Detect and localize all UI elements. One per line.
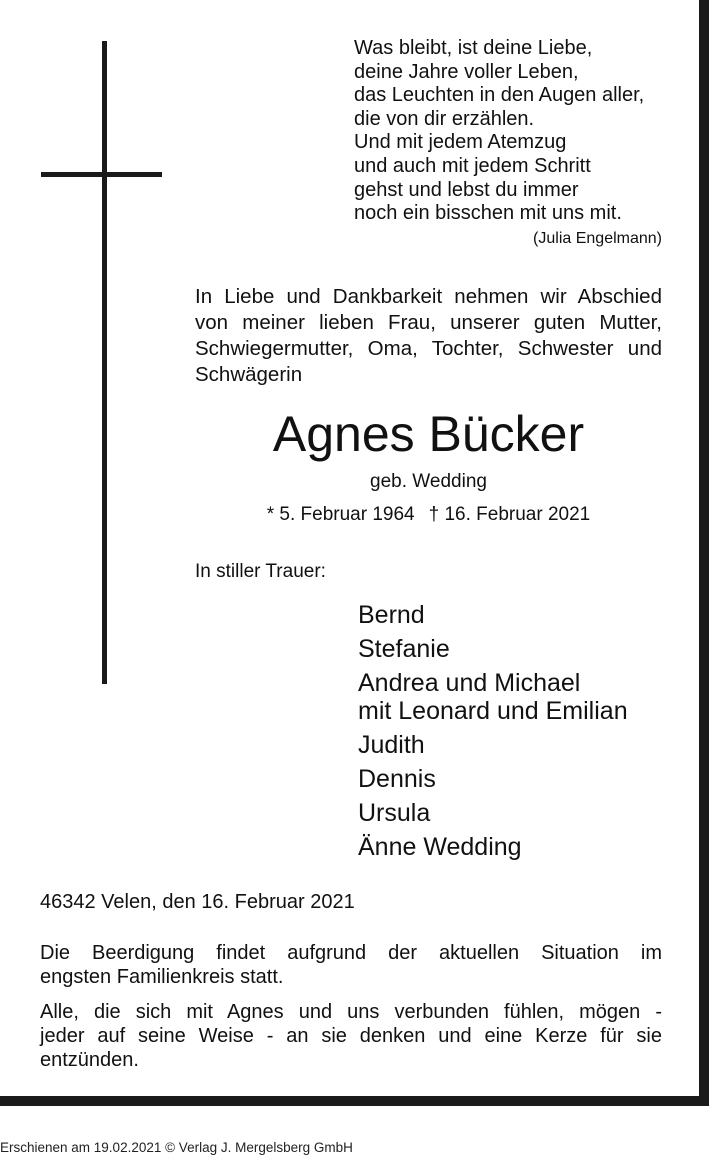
poem-line: das Leuchten in den Augen aller, [354, 84, 645, 107]
mourner-group [358, 669, 678, 725]
notice-line: Alle, die sich mit Agnes und uns verbunden fühlen, mögen - [40, 1001, 662, 1023]
mourner-name: mit Leonard und Emilian [358, 697, 628, 725]
poem-line: Und mit jedem Atemzug [354, 131, 567, 154]
birth-name: geb. Wedding [370, 471, 487, 492]
notice-line: Die Beerdigung findet aufgrund der aktuellen Situation im [40, 942, 662, 964]
mourner-name: Änne Wedding [358, 833, 522, 861]
mourner-name: Stefanie [358, 635, 450, 663]
birth-date: * 5. Februar 1964 [266, 504, 415, 525]
mourning-label: In stiller Trauer: [195, 561, 326, 582]
mourners-list [358, 601, 678, 867]
poem-line: gehst und lebst du immer [354, 178, 579, 201]
remembrance-notice [40, 1000, 662, 1072]
poem-line: noch ein bisschen mit uns mit. [354, 202, 622, 225]
intro-line: von meiner lieben Frau, unserer guten Mutter, [195, 311, 662, 334]
poem-line: die von dir erzählen. [354, 107, 535, 130]
cross-icon-bar [41, 172, 162, 177]
publication-footer: Erschienen am 19.02.2021 © Verlag J. Mergelsberg GmbH [0, 1140, 353, 1155]
deceased-name: Agnes Bücker [272, 406, 585, 462]
poem-line: Was bleibt, ist deine Liebe, [354, 37, 593, 59]
mourner-name: Bernd [358, 601, 425, 629]
life-dates [195, 503, 662, 527]
mourner-name: Andrea und Michael [358, 669, 581, 697]
poem-author: (Julia Engelmann) [533, 230, 662, 247]
mourner-name: Dennis [358, 765, 436, 793]
poem-line: deine Jahre voller Leben, [354, 60, 579, 83]
intro-line: In Liebe und Dankbarkeit nehmen wir Abschied [195, 285, 662, 308]
intro-line: Schwägerin [195, 363, 303, 386]
intro-text [195, 284, 662, 388]
place-date: 46342 Velen, den 16. Februar 2021 [40, 891, 355, 913]
mourner-name: Judith [358, 731, 425, 759]
death-date: † 16. Februar 2021 [428, 504, 591, 525]
poem-line: und auch mit jedem Schritt [354, 154, 591, 177]
cross-icon [102, 41, 107, 684]
notice-line: engsten Familienkreis statt. [40, 966, 284, 988]
mourner-name: Ursula [358, 799, 431, 827]
intro-line: Schwiegermutter, Oma, Tochter, Schwester und [195, 337, 662, 360]
notice-line: entzünden. [40, 1049, 139, 1071]
notice-line: jeder auf seine Weise - an sie denken und eine Kerze für sie [40, 1025, 662, 1047]
poem [354, 37, 674, 226]
funeral-notice [40, 941, 662, 989]
